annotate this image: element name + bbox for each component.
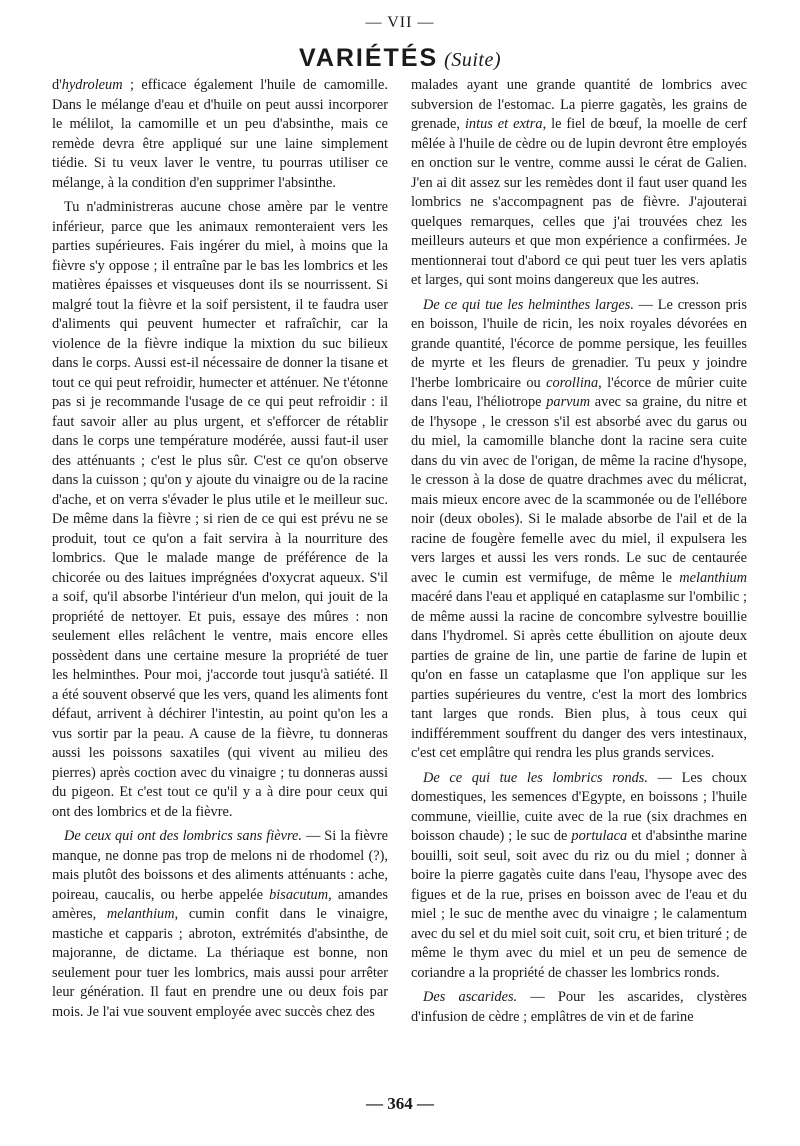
term-portulaca: portulaca xyxy=(571,828,628,844)
paragraph-continuation: malades ayant une grande quantité de lombrics avec subversion de l'estomac. La pierre gagatès, les grains de grenade, intus et extra, le fiel de bœuf, la moelle de cerf mêlée à l'huile de cèdre ou de lupin devront être employés en onction sur le ventre, comme aussi le cérat de Galien. J'en ai dit assez sur les remèdes dont il faut user quand les lombrics ne s'accompagnent pas de fièvre. J'ajouterai quelques remarques, celles que j'ai trouvées chez les meilleurs auteurs et que mon expérience a confirmées. Je mentionnerai tout d'abord ce qui peut tuer les vers aplatis et larges, qui sont moins dangereux que les autres. xyxy=(411,77,747,288)
paragraph-without-fever: De ceux qui ont des lombrics sans fièvre. — Si la fièvre manque, ne donne pas trop de melons ni de rhodomel (?), mais plutôt des boissons et des aliments atténuants : ache, poireau, caucalis, ou herbe appelée bisacutum, amandes amères, melanthium, cumin confit dans le vinaigre, mastiche et capparis ; abroton, extrémités d'absinthe, de majoranne, de dictame. La thériaque est bonne, non seulement pour tuer les lombrics, mais aussi pour arrêter leur génération. Il faut en prendre une ou deux fois par mois. Je l'ai vue souvent employée avec succès chez des xyxy=(52,828,388,1020)
paragraph-fever-treatment: Tu n'administreras aucune chose amère par le ventre inférieur, parce que les animaux remonteraient vers les parties supérieures. Fais ingérer du miel, à moins que la fièvre s'y oppose ; il entraîne par le bas les lombrics et les matières épaisses et visqueuses dont ils se nourrissent. Si malgré tout la fièvre et la soif persistent, il te faudra user d'aliments qui peuvent humecter et rafraîchir, car la violence de la fièvre indique la mixtion du suc bilieux dans le corps. Aussi est-il nécessaire de donner la tisane et tout ce qui peut refroidir, humecter et atténuer. Ne t'étonne pas si je recommande l'usage de ce qui peut refroidir : il faut savoir aller au plus urgent, et s'efforcer de rétablir dans le corps une température modérée, aussi faut-il user des atténuants ; c'est le plus sûr. C'est ce qu'on observe dans la cuisson ; qu'on y ajoute du vinaigre ou de la racine d'ache, et on verra s'évader le plus utile et le meilleur suc. De même dans la fièvre ; si rien de ce qui est prévu ne se produit, tout ce qu'on a fait servira à la nourriture des lombrics. Que le malade mange de préférence de la chicorée ou des laitues imprégnées d'oxycrat aqueux. S'il a soif, qu'il absorbe l'intérieur d'un melon, qui jouit de la propriété de nettoyer. Et puis, essaye des mûres : non seulement elles relâchent le ventre, mais encore elles possèdent dans une certaine mesure la propriété de tuer les helminthes. Pour moi, j'accorde tout jusqu'à satiété. Il a été souvent observé que les vers, quand les aliments font défaut, arrivent à déchirer l'intestin, au point qu'on les a vus sortir par la peau. A cause de la fièvre, tu donneras aussi les poissons saxatiles (qui vivent au milieu des pierres) après coction avec du vinaigre ; tu donneras aussi du pigeon. Et c'est tout ce qu'il y a à dire pour ceux qui ont des lombrics et de la fièvre. xyxy=(52,199,388,820)
section-heading-ascarides: Des ascarides. xyxy=(423,989,518,1005)
section-heading-without-fever: De ceux qui ont des lombrics sans fièvre. xyxy=(64,828,302,844)
right-column xyxy=(411,76,747,1027)
term-bisacutum: bisacutum xyxy=(269,886,329,903)
paragraph-hydroleum: d'hydroleum ; efficace également l'huile de camomille. Dans le mélange d'eau et d'huile on peut aussi incorporer le mélilot, la camomille et un peu d'absinthe, mais ce remède devra être appliqué sur une laine simplement tiédie. Si tu veux laver le ventre, tu pourras utiliser ce mélange, à la condition d'en supprimer l'absinthe. xyxy=(52,77,388,191)
paragraph-round-worms: De ce qui tue les lombrics ronds. — Les choux domestiques, les semences d'Egypte, en boissons ; l'huile commune, vieillie, cuite avec de la rue (six drachmes en boisson chaude) ; le suc de portulaca et d'absinthe marine bouilli, soit seul, soit avec du riz ou du miel ; donner à boire la pierre gagatès cuite dans l'eau, l'hysope avec des figues et de la rue, prises en boisson avec de l'eau et du miel ; le suc de menthe avec du vinaigre ; le calamentum avec du sel et du miel soit cuit, soit cru, et bien trituré ; de même le thym avec du miel et un peu de semence de coriandre a la propriété de chasser les lombrics ronds. xyxy=(411,769,747,981)
term-hydroleum: hydroleum xyxy=(61,77,123,93)
section-number: — VII — xyxy=(365,14,435,31)
term-parvum: parvum xyxy=(546,394,591,410)
paragraph-ascarides: Des ascarides. — Pour les ascarides, clystères d'infusion de cèdre ; emplâtres de vin et de farine xyxy=(411,989,747,1025)
title-suite: (Suite) xyxy=(444,49,501,71)
term-corollina: corollina xyxy=(546,374,599,391)
term-melanthium-2: melanthium xyxy=(679,569,747,586)
term-intus-et-extra: intus et extra xyxy=(464,116,543,132)
left-column xyxy=(52,76,388,1022)
paragraph-broad-helminths: De ce qui tue les helminthes larges. — Le cresson pris en boisson, l'huile de ricin, les noix royales dévorées en grande quantité, l'écorce de pomme persique, les feuilles de myrte et les fleurs de grenadier. Tu peux y joindre l'herbe lombricaire ou corollina, l'écorce de mûrier cuite dans l'eau, l'héliotrope parvum avec sa graine, du nitre et de l'hysope , le cresson s'il est absorbé avec du garus ou du miel, la camomille blanche dont la racine sera cuite dans du vin avec de l'origan, de même la racine d'hysope, le cresson à la dose de quatre drachmes avec du mélicrat, mais mieux encore avec de la scammonée ou de l'ellébore noir (deux oboles). Si le malade absorbe de l'ail et de la racine de fougère femelle avec du miel, il expulsera les vers larges et aussi les vers ronds. Le suc de centaurée avec le cumin est vermifuge, de même le melanthium macéré dans l'eau et appliqué en cataplasme sur l'ombilic ; de même aussi la racine de concombre sylvestre bouillie dans l'hydromel. Si après cette ébullition on ajoute deux parties de graine de lin, une partie de farine de lupin et qu'on en fasse un cataplasme que l'on applique sur les parties supérieures du ventre, c'est la mort des lombrics tant larges que ronds. Bien plus, à tous ceux qui indifféremment souffrent du danger des vers intestinaux, c'est cet emplâtre qui rendra les plus grands services. xyxy=(411,296,747,761)
section-heading-broad-helminths: De ce qui tue les helminthes larges. xyxy=(423,296,634,313)
page-number: — 364 — xyxy=(366,1094,434,1113)
title-text: VARIÉTÉS xyxy=(299,44,439,72)
section-heading-round-worms: De ce qui tue les lombrics ronds. xyxy=(423,769,648,786)
term-melanthium: melanthium xyxy=(106,906,175,922)
page-title xyxy=(0,44,800,73)
